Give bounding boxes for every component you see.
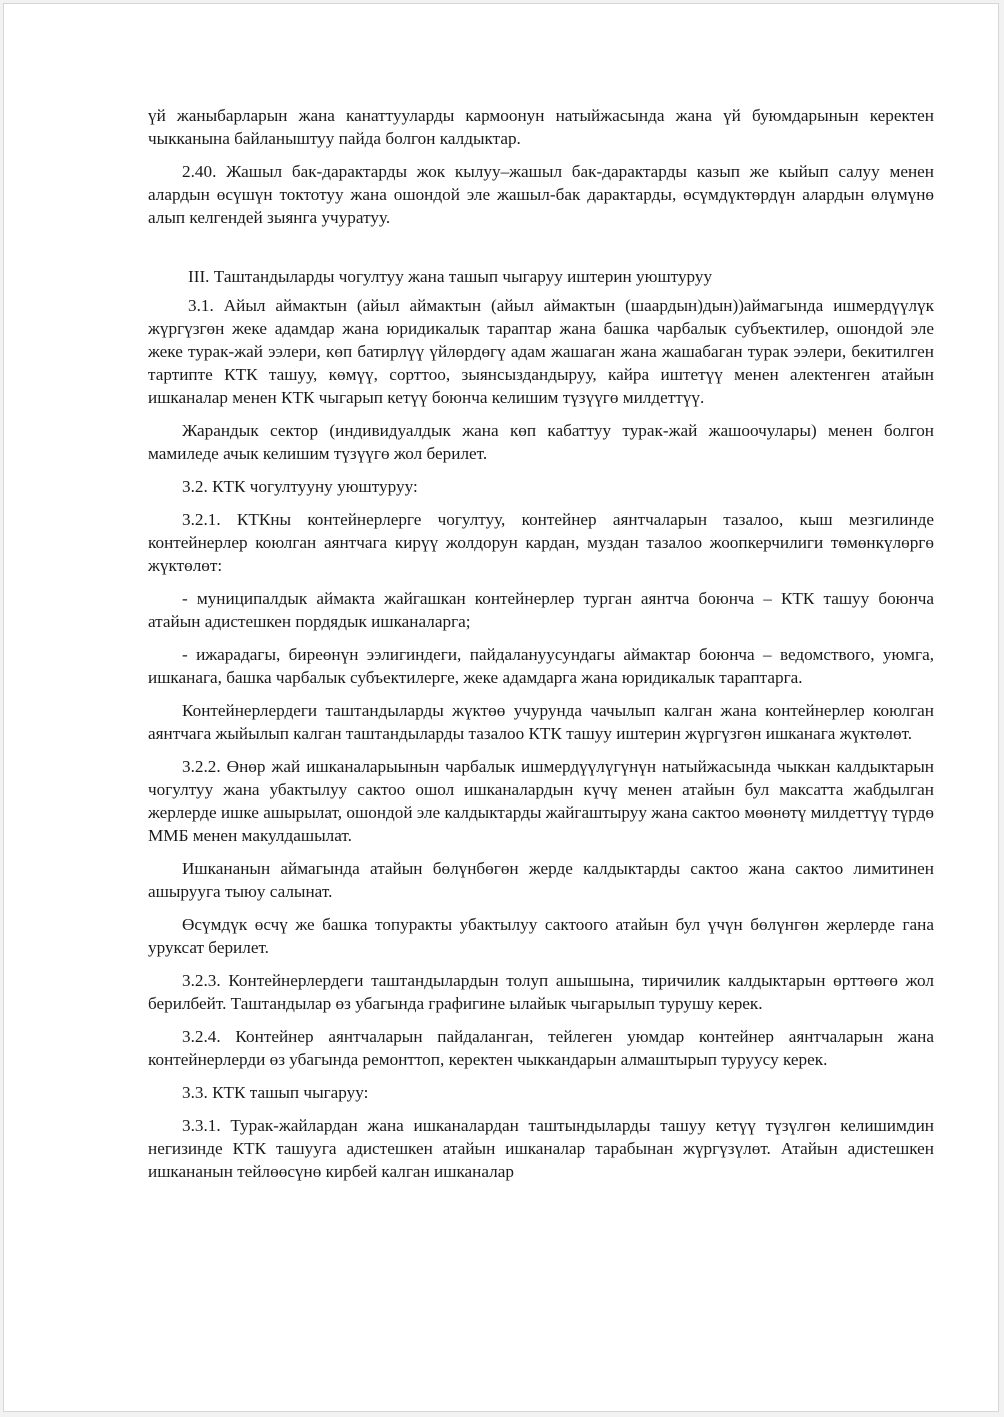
paragraph-storage-limit: Ишкананын аймагында атайын бөлүнбөгөн жерде калдыктарды сактоо жана сактоо лимитинен ашырууга тыюу салынат. (148, 859, 934, 901)
paragraph-3-2-3: 3.2.3. Контейнерлердеги таштандылардын толуп ашышына, тиричилик калдыктарын өрттөөгө жол берилбейт. Таштандылар өз убагында графигине ылайык чыгарылып турушу керек. (148, 971, 934, 1013)
list-item-leased: - ижарадагы, биреөнүн ээлигиндеги, пайдалануусундагы аймактар боюнча – ведомствого, уюмга, ишканага, башка чарбалык субъектилерге, жеке адамдарга жана юридикалык тараптарга. (148, 645, 934, 687)
paragraph-3-2-4: 3.2.4. Контейнер аянтчаларын пайдаланган, тейлеген уюмдар контейнер аянтчаларын жана контейнерлерди өз убагында ремонттоп, керектен чыккандарын алмаштырып туруусу керек. (148, 1027, 934, 1069)
list-item-municipal: - муниципалдык аймакта жайгашкан контейнерлер турган аянтча боюнча – КТК ташуу боюнча атайын адистешкен пордядык ишканаларга; (148, 589, 934, 631)
document-body (148, 104, 934, 1193)
section-heading: III. Таштандыларды чогултуу жана ташып чыгаруу иштерин уюштуруу (188, 267, 713, 286)
paragraph-3-2: 3.2. КТК чогултууну уюштуруу: (182, 477, 418, 496)
paragraph-soil-storage: Өсүмдүк өсчү же башка топуракты убактылуу сактоого атайын бул үчүн бөлүнгөн жерлерде гана уруксат берилет. (148, 915, 934, 957)
paragraph-2-40: 2.40. Жашыл бак-дарактарды жок кылуу–жашыл бак-дарактарды казып же кыйып салуу менен алардын өсүшүн токтотуу жана ошондой эле жашыл-бак дарактарды, өсүмдүктөрдүн алардын өлүмүнө алып келгендей зыянга учуратуу. (148, 162, 934, 227)
paragraph-3-1: 3.1. Айыл аймактын (айыл аймактын (айыл аймактын (шаардын)дын))аймагында ишмердүүлүк жүргүзгөн жеке адамдар жана юридикалык тараптар жана башка чарбалык субъектилер, ошондой эле жеке турак-жай ээлери, көп батирлүү үйлөрдөгү адам жашаган жана жашабаган турак ээлери, бекитилген тартипте КТК ташуу, көмүү, сорттоо, зыянсыздандыруу, кайра иштетүү менен алектенген атайын ишканалар менен КТК чыгарып кетүү боюнча келишим түзүүгө милдеттүү. (148, 296, 934, 407)
paragraph-continuation: үй жаныбарларын жана канаттууларды кармоонун натыйжасында жана үй буюмдарынын керектен чыкканына байланыштуу пайда болгон калдыктар. (148, 106, 934, 148)
paragraph-civil-sector: Жарандык сектор (индивидуалдык жана көп кабаттуу турак-жай жашоочулары) менен болгон мамиледе ачык келишим түзүүгө жол берилет. (148, 421, 934, 463)
paragraph-3-3-1: 3.3.1. Турак-жайлардан жана ишканалардан таштындыларды ташуу кетүү түзүлгөн келишимдин негизинде КТК ташууга адистешкен атайын ишканалар тарабынан жүргүзүлөт. Атайын адистешкен ишкананын тейлөөсүнө кирбей калган ишканалар (148, 1116, 934, 1181)
paragraph-3-3: 3.3. КТК ташып чыгаруу: (182, 1083, 369, 1102)
paragraph-spilled-waste: Контейнерлердеги таштандыларды жүктөө учурунда чачылып калган жана контейнерлер коюлган аянтчага жыйылып калган таштандыларды тазалоо КТК ташуу иштерин жүргүзгөн ишканага жүктөлөт. (148, 701, 934, 743)
document-page (3, 3, 999, 1412)
paragraph-3-2-1: 3.2.1. КТКны контейнерлерге чогултуу, контейнер аянтчаларын тазалоо, кыш мезгилинде контейнерлер коюлган аянтчага кирүү жолдорун кардан, муздан тазалоо жоопкерчилиги төмөнкүлөргө жүктөлөт: (148, 510, 934, 575)
section-spacer (148, 239, 934, 265)
paragraph-3-2-2: 3.2.2. Өнөр жай ишканаларыынын чарбалык ишмердүүлүгүнүн натыйжасында чыккан калдыктарын чогултуу жана убактылуу сактоо ошол ишканалардын күчү менен атайын бул максатта жабдылган жерлерде ишке ашырылат, ошондой эле калдыктарды жайгаштыруу жана сактоо мөөнөтү милдеттүү түрдө ММБ менен макулдашылат. (148, 757, 934, 845)
